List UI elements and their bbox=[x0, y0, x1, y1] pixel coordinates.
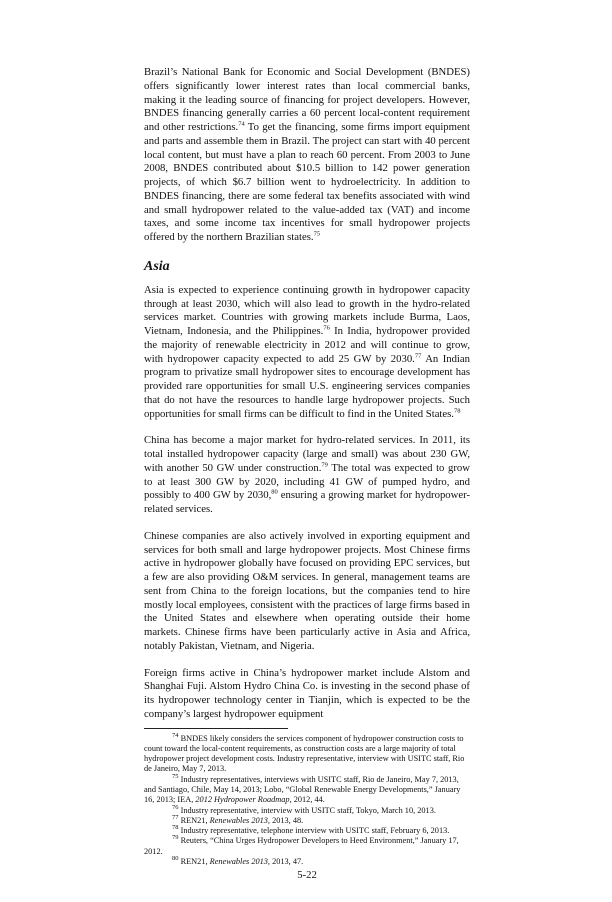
footnote: $^{80}$ REN21, Renewables 2013, 2013, 47. bbox=[172, 855, 304, 867]
text: In India, hydropower provided the majority of renewable electricity in 2012 and will continue to grow, with hydropower capacity expected to add 25 GW by 2030. bbox=[144, 325, 471, 365]
paragraph-bndes bbox=[144, 66, 470, 245]
footnote: $^{77}$ REN21, Renewables 2013, 2013, 48. bbox=[172, 814, 304, 825]
text: China has become a major market for hydro-related services. In 2011, its total installed hydropower capacity (large and small) was about 230 GW, with another 50 GW under construction. bbox=[144, 434, 470, 474]
footnote: $^{78}$ Industry representative, telephone interview with USITC staff, February 6, 2013. bbox=[172, 824, 450, 836]
paragraph-chinese-companies: Chinese companies are also actively involved in exporting equipment and services for both small and large hydropower projects. Most Chinese firms active in hydropower globally have focused on providing EPC services, but a few are also providing O&M services. In general, management teams are sent from China to the foreign locations, but the companies tend to hire mostly local employees, consistent with the practices of large firms based in the United States and elsewhere when operating outside their home markets. Chinese firms have been particularly active in Asia and Africa, notably Pakistan, Vietnam, and Nigeria. bbox=[144, 529, 470, 652]
page-number: 5-22 bbox=[297, 869, 317, 882]
footnote-ref[interactable]: 80 bbox=[271, 488, 278, 496]
paragraph-china bbox=[144, 434, 470, 517]
footnote-ref[interactable]: 75 bbox=[313, 230, 321, 238]
footnote: $^{75}$ Industry representatives, interviews with USITC staff, Rio de Janeiro, May 7, 2013, and Santiago, Chile, May 14, 2013; Lobo, “Global Renewable Energy Developments,” January 16, 2013; IEA, 2012 Hydropower Roadmap, 2012, 44. bbox=[144, 772, 461, 805]
footnote: $^{74}$ BNDES likely considers the services component of hydropower construction costs to count toward the local-content requirements, as construction costs are a large majority of total hydropower project development costs. Industry representative, interview with USITC staff, Rio de Janeiro, May 7, 2013. bbox=[144, 731, 465, 774]
text: Asia is expected to experience continuing growth in hydropower capacity through at least 2030, which will also lead to growth in the hydro-related services market. Countries with growing markets include Burma, Laos, Vietnam, Indonesia, and the Philippines. bbox=[144, 283, 470, 337]
footnote-ref[interactable]: 76 bbox=[323, 324, 330, 332]
text: ensuring a growing market for hydropower-related services. bbox=[144, 489, 471, 515]
text: The total was expected to grow to at least 300 GW by 2020, including 41 GW of pumped hydro, and possibly to 400 GW by 2030, bbox=[144, 461, 470, 502]
text: An Indian program to privatize small hydropower sites to encourage development has provided rare opportunities for small U.S. engineering services companies that do not have the resources to handle large hydropower projects. Such opportunities for small firms can be difficult to find in the United States. bbox=[144, 352, 470, 420]
section-heading-asia: Asia bbox=[144, 258, 170, 274]
footnote: $^{79}$ Reuters, “China Urges Hydropower Developers to Heed Environment,” January 17, 2012. bbox=[144, 834, 459, 856]
paragraph-foreign-firms: Foreign firms active in China’s hydropower market include Alstom and Shanghai Fuji. Alstom Hydro China Co. is investing in the second phase of its hydropower technology center in Tianjin, which is expected to be the company’s largest hydropower equipment bbox=[144, 666, 470, 720]
text: Brazil’s National Bank for Economic and Social Development (BNDES) offers significantly lower interest rates than local commercial banks, making it the leading source of financing for project developers. However, BNDES financing generally carries a 60 percent local-content requirement and other restrictions. bbox=[144, 66, 470, 133]
paragraph-asia bbox=[144, 284, 470, 422]
footnote-ref[interactable]: 74 bbox=[238, 120, 245, 128]
footnote: $^{76}$ Industry representative, interview with USITC staff, Tokyo, March 10, 2013. bbox=[172, 803, 436, 815]
footnote-ref[interactable]: 79 bbox=[321, 461, 328, 469]
footnote-divider bbox=[144, 728, 288, 729]
footnote-ref[interactable]: 77 bbox=[414, 351, 422, 359]
text: To get the financing, some firms import equipment and parts and assemble them in Brazil. The project can start with 40 percent local content, but must have a plan to reach 60 percent. From 2003 to June 2008, BNDES contributed about $10.5 billion to 142 power generation projects, of which $6.7 billion went to hydroelectricity. In addition to BNDES financing, there are some federal tax benefits associated with wind and small hydropower related to the value-added tax (VAT) and income taxes, and some income tax incentives for small hydropower projects offered by the northern Brazilian states. bbox=[144, 121, 470, 243]
footnotes bbox=[144, 731, 470, 868]
footnote-ref[interactable]: 78 bbox=[453, 406, 461, 414]
